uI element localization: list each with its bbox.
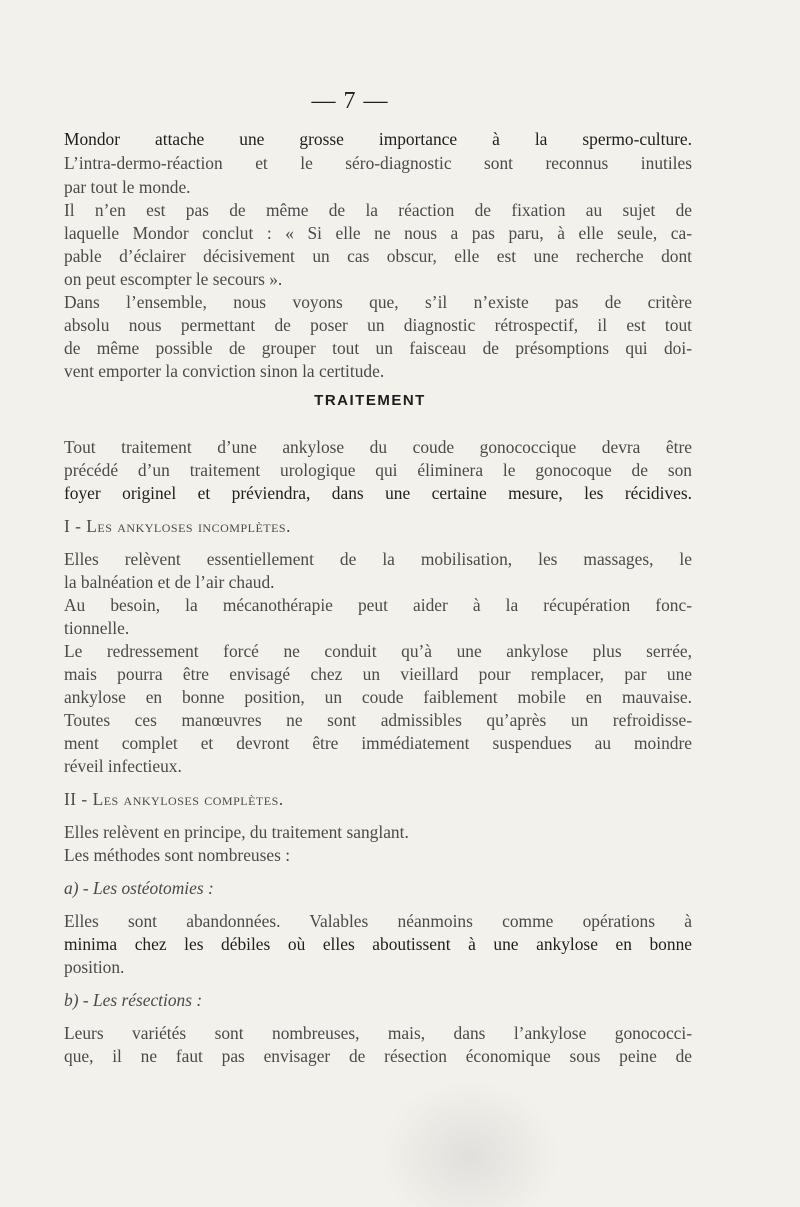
subsection-heading: I - Les ankyloses incomplètes. [64, 516, 291, 536]
text-line: mais pourra être envisagé chez un vieillard pour remplacer, par une [64, 664, 692, 684]
subsection-heading: b) - Les résections : [64, 990, 203, 1010]
text-line: Leurs variétés sont nombreuses, mais, dans l’ankylose gonococci- [64, 1023, 692, 1043]
text-line: par tout le monde. [64, 177, 191, 197]
text-line: ankylose en bonne position, un coude faiblement mobile en mauvaise. [64, 687, 692, 707]
text-line: ment complet et devront être immédiatement suspendues au moindre [64, 733, 692, 753]
text-line: Toutes ces manœuvres ne sont admissibles qu’après un refroidisse- [64, 710, 692, 730]
text-line: Elles relèvent en principe, du traitement sanglant. [64, 822, 409, 842]
subsection-heading: a) - Les ostéotomies : [64, 878, 214, 898]
text-line: minima chez les débiles où elles aboutissent à une ankylose en bonne [64, 934, 692, 954]
text-line: de même possible de grouper tout un faisceau de présomptions qui doi- [64, 338, 692, 358]
text-line: on peut escompter le secours ». [64, 269, 283, 289]
text-line: Mondor attache une grosse importance à la spermo-culture. [64, 129, 692, 149]
page-number: — 7 — [311, 88, 389, 114]
text-line: Elles sont abandonnées. Valables néanmoins comme opérations à [64, 911, 692, 931]
text-line: Le redressement forcé ne conduit qu’à une ankylose plus serrée, [64, 641, 692, 661]
text-line: Dans l’ensemble, nous voyons que, s’il n’existe pas de critère [64, 292, 692, 312]
text-line: précédé d’un traitement urologique qui éliminera le gonocoque de son [64, 460, 692, 480]
section-heading: TRAITEMENT [314, 392, 426, 409]
text-line: réveil infectieux. [64, 756, 182, 776]
text-line: laquelle Mondor conclut : « Si elle ne nous a pas paru, à elle seule, ca- [64, 223, 692, 243]
text-line: tionnelle. [64, 618, 130, 638]
text-line: Il n’en est pas de même de la réaction de fixation au sujet de [64, 200, 692, 220]
text-line: Les méthodes sont nombreuses : [64, 845, 291, 865]
text-line: absolu nous permettant de poser un diagnostic rétrospectif, il est tout [64, 315, 692, 335]
text-line: que, il ne faut pas envisager de résection économique sous peine de [64, 1046, 692, 1066]
text-line: position. [64, 957, 125, 977]
paper-stain [380, 1080, 560, 1207]
text-line: pable d’éclairer décisivement un cas obscur, elle est une recherche dont [64, 246, 692, 266]
text-line: L’intra-dermo-réaction et le séro-diagnostic sont reconnus inutiles [64, 153, 692, 173]
text-line: Tout traitement d’une ankylose du coude gonococcique devra être [64, 437, 692, 457]
text-line: la balnéation et de l’air chaud. [64, 572, 275, 592]
text-line: vent emporter la conviction sinon la certitude. [64, 361, 385, 381]
subsection-heading: II - Les ankyloses complètes. [64, 789, 284, 809]
text-line: Au besoin, la mécanothérapie peut aider à la récupération fonc- [64, 595, 692, 615]
text-line: foyer originel et préviendra, dans une certaine mesure, les récidives. [64, 483, 692, 503]
text-line: Elles relèvent essentiellement de la mobilisation, les massages, le [64, 549, 692, 569]
